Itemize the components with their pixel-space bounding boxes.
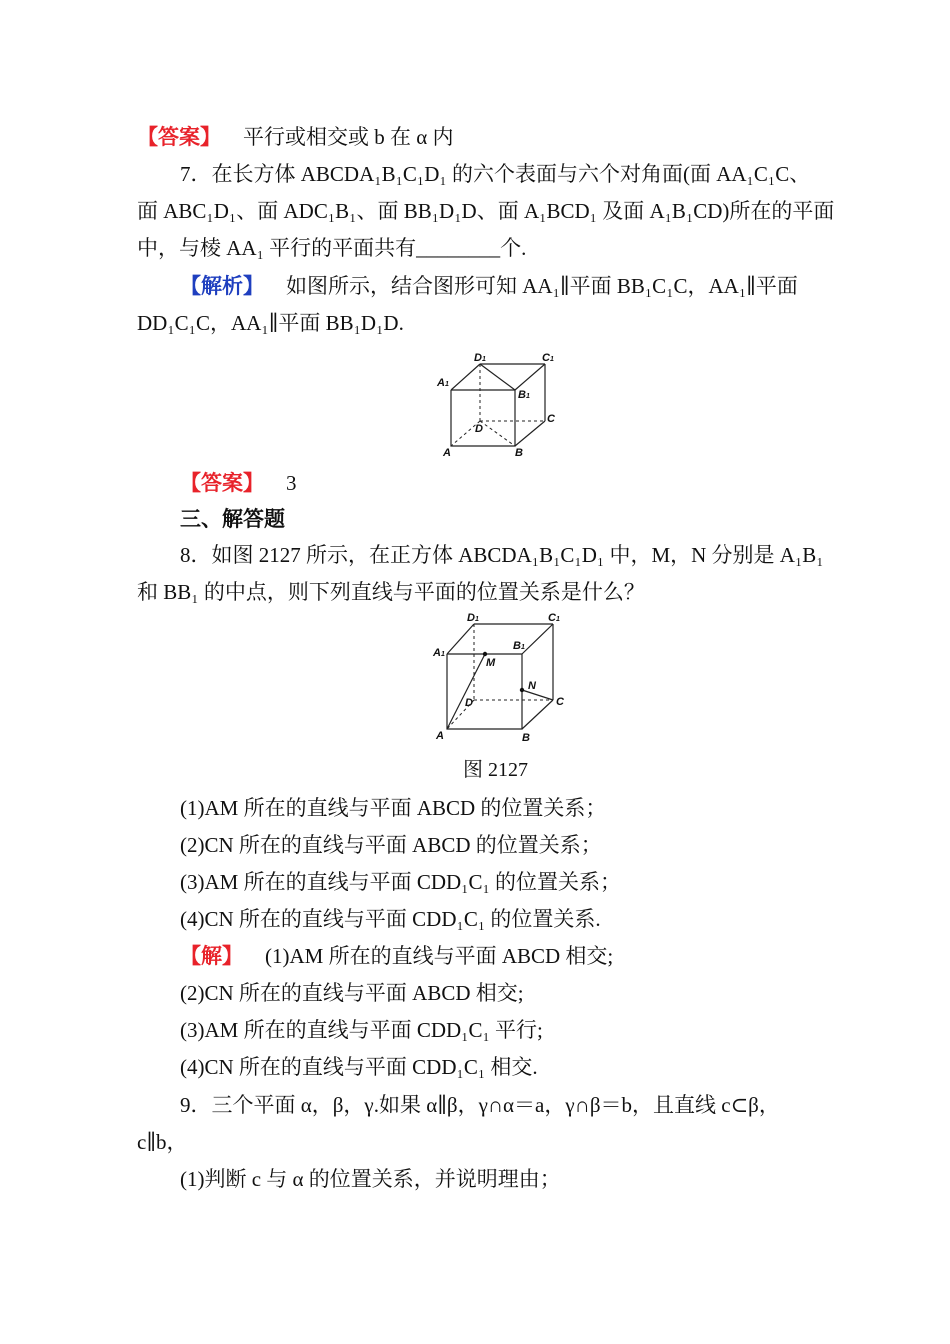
label-a1: A1 xyxy=(433,647,445,659)
answer-line-6 xyxy=(137,123,454,151)
label-a1: A1 xyxy=(437,377,449,389)
solution-line-1 xyxy=(180,942,613,970)
question-9-line-3: (1)判断 c 与 α 的位置关系，并说明理由； xyxy=(180,1167,561,1191)
cube-edge-cb xyxy=(522,700,553,729)
analysis-text: 如图所示，结合图形可知 AA₁∥平面 BB₁C₁C，AA₁∥平面 xyxy=(286,274,798,298)
label-d: D xyxy=(465,697,473,709)
sub-question-2: (2)CN 所在的直线与平面 ABCD 的位置关系； xyxy=(180,833,602,857)
label-c: C xyxy=(556,696,564,708)
cuboid-figure xyxy=(435,348,565,460)
analysis-tag: 【解析】 xyxy=(180,274,264,298)
cuboid-edge-b1c1 xyxy=(515,364,545,390)
solution-text-1: (1)AM 所在的直线与平面 ABCD 相交; xyxy=(265,944,614,968)
cube-edge-b1c1 xyxy=(522,624,553,654)
line-am xyxy=(447,654,485,729)
analysis-line-2: DD₁C₁C，AA₁∥平面 BB₁D₁D. xyxy=(137,311,404,335)
answer-text: 平行或相交或 b 在 α 内 xyxy=(243,125,454,149)
question-8-line-1: 8．如图 2127 所示，在正方体 ABCDA₁B₁C₁D₁ 中，M，N 分别是 A₁B₁ xyxy=(180,543,824,567)
analysis-line-1 xyxy=(180,272,798,300)
label-d: D xyxy=(475,423,483,435)
cube-front-face xyxy=(447,654,522,729)
sub-question-4: (4)CN 所在的直线与平面 CDD₁C₁ 的位置关系. xyxy=(180,907,601,931)
label-b: B xyxy=(515,447,523,459)
point-m xyxy=(483,652,487,656)
cuboid-edge-a1d1 xyxy=(451,364,480,390)
label-b1: B1 xyxy=(518,389,530,401)
solution-line-4: (4)CN 所在的直线与平面 CDD₁C₁ 相交. xyxy=(180,1055,538,1079)
cuboid-diagonal-d1b1 xyxy=(480,364,515,390)
answer-text-7: 3 xyxy=(286,471,297,495)
figure-caption: 图 2127 xyxy=(463,759,528,781)
section-heading: 三、解答题 xyxy=(180,507,285,531)
label-a: A xyxy=(436,730,444,742)
cuboid-edge-cb xyxy=(515,421,545,446)
cube-edge-a1d1 xyxy=(447,624,474,654)
label-m: M xyxy=(486,657,496,669)
answer-line-7 xyxy=(180,469,297,497)
question-9-line-1: 9．三个平面 α，β，γ.如果 α∥β，γ∩α＝a，γ∩β＝b，且直线 c⊂β， xyxy=(180,1093,780,1117)
line-cn xyxy=(522,690,553,700)
label-c: C xyxy=(547,413,555,425)
answer-tag: 【答案】 xyxy=(137,125,221,149)
solution-tag: 【解】 xyxy=(180,944,243,968)
sub-question-1: (1)AM 所在的直线与平面 ABCD 的位置关系； xyxy=(180,796,607,820)
solution-line-2: (2)CN 所在的直线与平面 ABCD 相交; xyxy=(180,981,524,1005)
label-b: B xyxy=(522,732,530,744)
solution-line-3: (3)AM 所在的直线与平面 CDD₁C₁ 平行; xyxy=(180,1018,543,1042)
label-n: N xyxy=(528,680,536,692)
label-c1: C1 xyxy=(542,352,554,364)
label-a: A xyxy=(443,447,451,459)
question-7-line-1: 7．在长方体 ABCDA₁B₁C₁D₁ 的六个表面与六个对角面(面 AA₁C₁C、 xyxy=(180,162,811,186)
label-b1: B1 xyxy=(513,640,525,652)
question-7-line-3: 中，与棱 AA₁ 平行的平面共有________个. xyxy=(137,236,527,260)
answer-tag-7: 【答案】 xyxy=(180,471,264,495)
label-d1: D1 xyxy=(467,612,479,624)
question-7-line-2: 面 ABC₁D₁、面 ADC₁B₁、面 BB₁D₁D、面 A₁BCD₁ 及面 A₁B₁CD)所在的平面 xyxy=(137,199,835,223)
cuboid-hidden-diagonal-db xyxy=(480,421,515,446)
label-c1: C1 xyxy=(548,612,560,624)
sub-question-3: (3)AM 所在的直线与平面 CDD₁C₁ 的位置关系； xyxy=(180,870,622,894)
cube-figure xyxy=(430,610,570,744)
point-n xyxy=(520,688,524,692)
label-d1: D1 xyxy=(474,352,486,364)
question-9-line-2: c∥b， xyxy=(137,1130,188,1154)
question-8-line-2: 和 BB₁ 的中点，则下列直线与平面的位置关系是什么？ xyxy=(137,580,645,604)
